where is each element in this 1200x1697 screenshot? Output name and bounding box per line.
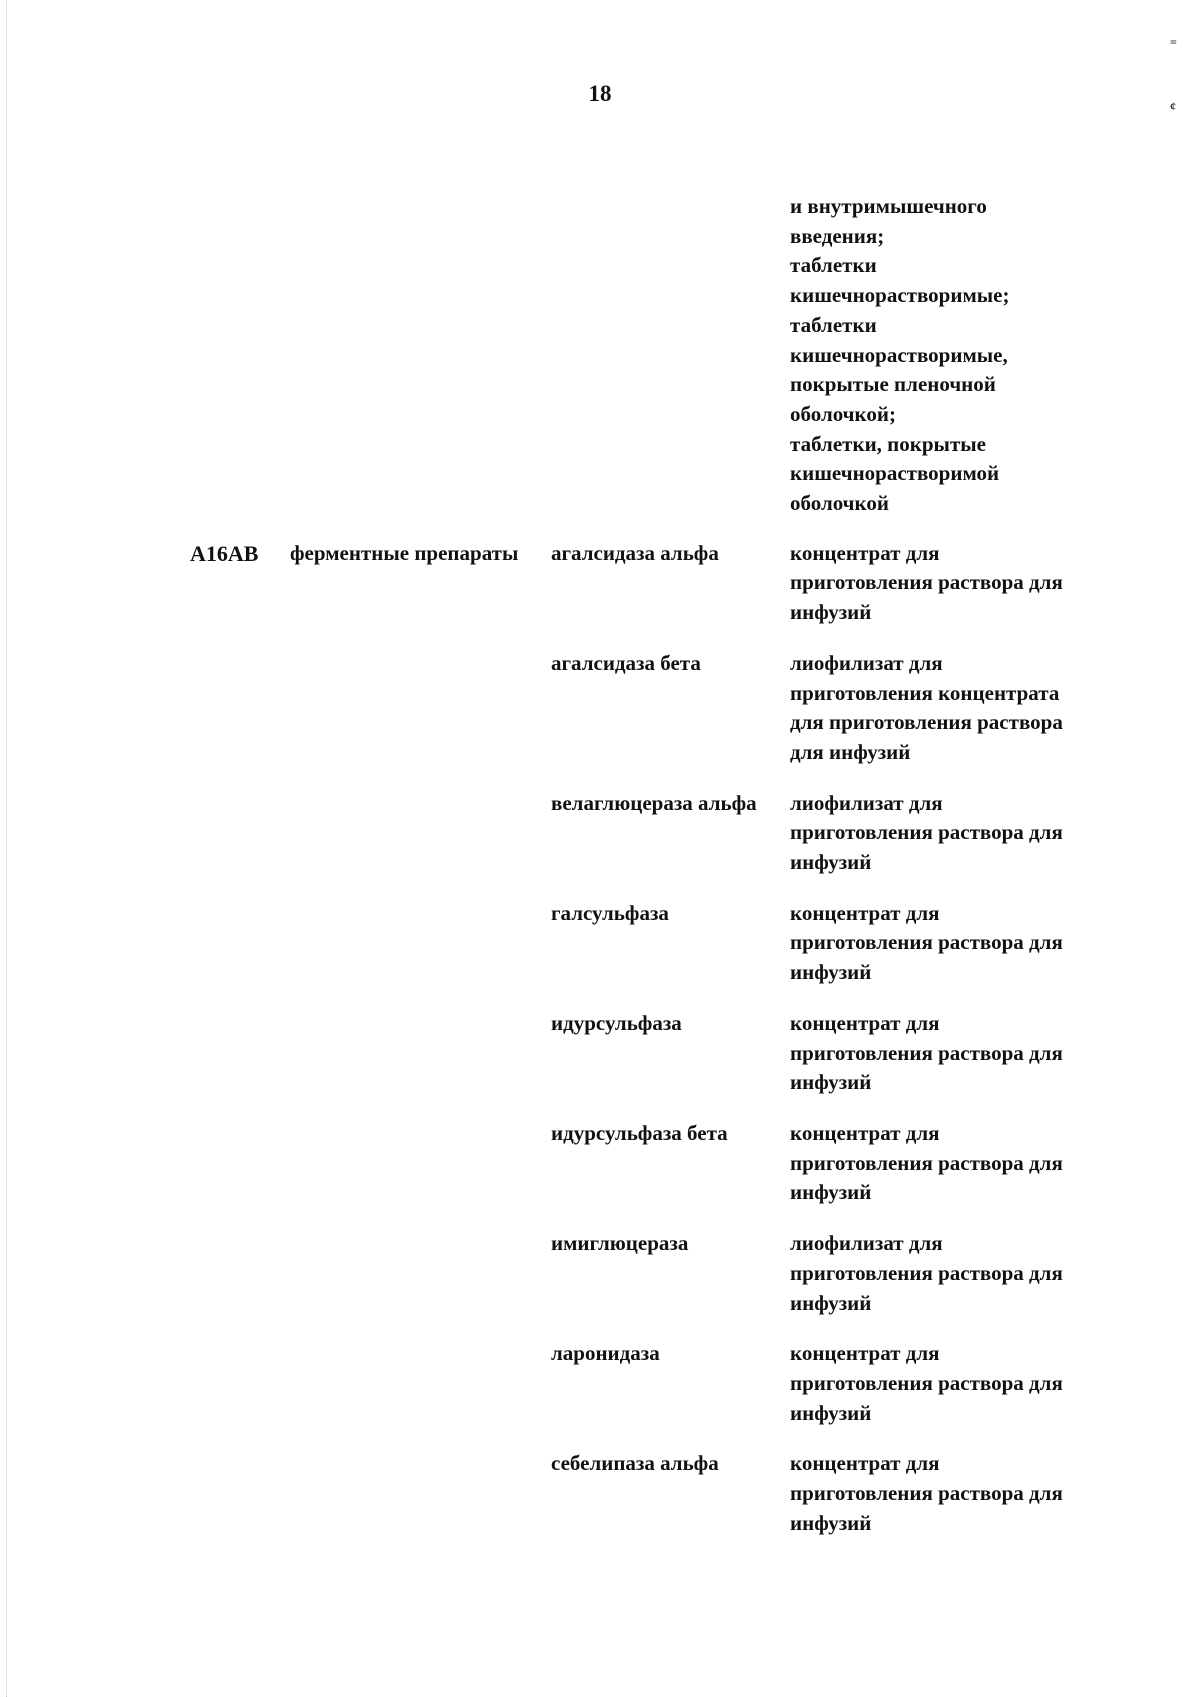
dosage-form-line: приготовления раствора для: [790, 1370, 1063, 1395]
dosage-form-line: таблетки, покрытые: [790, 431, 986, 456]
dosage-form-line: лиофилизат для: [790, 790, 943, 815]
dosage-form-line: инфузий: [790, 960, 872, 985]
dosage-form-line: таблетки: [790, 253, 877, 278]
drug-dosage-form: [790, 1229, 1120, 1318]
dosage-form-line: инфузий: [790, 1180, 872, 1205]
dosage-form-line: лиофилизат для: [790, 1231, 943, 1256]
drug-dosage-form: [790, 1009, 1120, 1098]
drug-dosage-form: [790, 899, 1120, 988]
drug-row: [0, 1009, 1200, 1098]
dosage-form-line: приготовления раствора для: [790, 1481, 1063, 1506]
dosage-form-line: таблетки: [790, 312, 877, 337]
dosage-form-line: оболочкой;: [790, 401, 896, 426]
dosage-form-line: для инфузий: [790, 739, 911, 764]
dosage-form-line: концентрат для: [790, 900, 940, 925]
drug-name: агалсидаза альфа: [551, 540, 719, 565]
dosage-form-line: приготовления концентрата: [790, 680, 1060, 705]
dosage-form-line: и внутримышечного: [790, 194, 987, 218]
drug-name: велаглюцераза альфа: [551, 790, 757, 815]
atc-code: A16AB: [190, 540, 259, 566]
drug-dosage-form: [790, 1449, 1120, 1538]
dosage-form-line: концентрат для: [790, 1010, 940, 1035]
drug-name: идурсульфаза: [551, 1010, 682, 1035]
dosage-form-line: концентрат для: [790, 1451, 940, 1476]
dosage-form-line: инфузий: [790, 1290, 872, 1315]
dosage-form-line: покрытые пленочной: [790, 372, 996, 397]
drug-row: [0, 1339, 1200, 1428]
dosage-form-line: кишечнорастворимые;: [790, 283, 1010, 308]
dosage-form-line: инфузий: [790, 850, 872, 875]
dosage-form-line: оболочкой: [790, 491, 889, 516]
drug-dosage-form: [790, 1339, 1120, 1428]
dosage-form-line: инфузий: [790, 600, 872, 625]
dosage-form-line: инфузий: [790, 1400, 872, 1425]
drug-row: [0, 1229, 1200, 1318]
document-table: [0, 192, 1200, 1559]
drug-name: галсульфаза: [551, 900, 669, 925]
dosage-form-line: лиофилизат для: [790, 650, 943, 675]
drug-row: [0, 789, 1200, 878]
drug-group-row: [0, 539, 1200, 1539]
dosage-form-line: кишечнорастворимые,: [790, 342, 1008, 367]
drug-name: имиглюцераза: [551, 1231, 689, 1256]
dosage-form-line: кишечнорастворимой: [790, 461, 1000, 486]
drug-dosage-form: [790, 1119, 1120, 1208]
dosage-form-line: приготовления раствора для: [790, 1040, 1063, 1065]
atc-group-name: ферментные препараты: [290, 540, 519, 565]
drug-dosage-form: [790, 539, 1120, 628]
continued-dosage-forms: [790, 192, 1110, 519]
dosage-form-line: приготовления раствора для: [790, 820, 1063, 845]
dosage-form-line: для приготовления раствора: [790, 710, 1063, 735]
drug-row: [0, 539, 1200, 628]
drug-row: [0, 649, 1200, 768]
dosage-form-line: приготовления раствора для: [790, 570, 1063, 595]
dosage-form-line: концентрат для: [790, 540, 940, 565]
dosage-form-line: инфузий: [790, 1510, 872, 1535]
drug-name: агалсидаза бета: [551, 650, 701, 675]
drug-name: ларонидаза: [551, 1341, 660, 1366]
margin-mark-second: ¢: [1170, 99, 1176, 113]
drug-row: [0, 1449, 1200, 1538]
dosage-form-line: приготовления раствора для: [790, 930, 1063, 955]
drug-list: [0, 539, 1200, 1539]
dosage-form-line: введения;: [790, 223, 885, 248]
dosage-form-line: приготовления раствора для: [790, 1260, 1063, 1285]
drug-dosage-form: [790, 789, 1120, 878]
dosage-form-line: инфузий: [790, 1070, 872, 1095]
page-number: 18: [588, 81, 612, 106]
drug-name: себелипаза альфа: [551, 1451, 719, 1476]
dosage-form-line: приготовления раствора для: [790, 1150, 1063, 1175]
drug-row: [0, 1119, 1200, 1208]
margin-mark-top: =: [1170, 35, 1177, 49]
dosage-form-line: концентрат для: [790, 1341, 940, 1366]
drug-dosage-form: [790, 649, 1120, 768]
dosage-form-line: концентрат для: [790, 1120, 940, 1145]
drug-name: идурсульфаза бета: [551, 1120, 728, 1145]
drug-row: [0, 899, 1200, 988]
